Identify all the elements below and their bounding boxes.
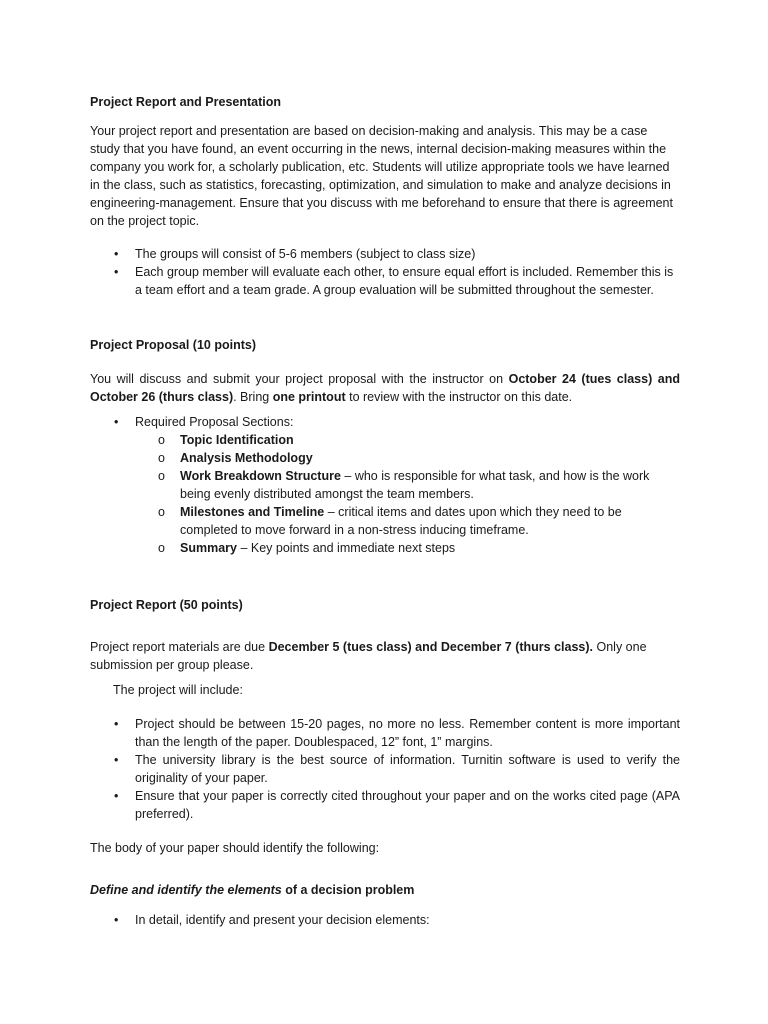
subitem-summary	[135, 539, 680, 557]
subitem-title: Topic Identification	[180, 433, 294, 447]
report-dates: December 5 (tues class) and December 7 (thurs class).	[268, 640, 594, 654]
proposal-subsection-list	[135, 431, 680, 557]
proposal-text-1: You will discuss and submit your project proposal with the instructor on	[90, 372, 509, 386]
heading-rest-part: of a decision problem	[281, 883, 415, 897]
report-due-paragraph	[90, 638, 680, 674]
proposal-text-2: . Bring	[233, 390, 273, 404]
proposal-dates: October 24 (tues class) and October 26 (thurs class)	[90, 372, 680, 404]
bullet-required-sections	[90, 413, 680, 557]
subitem-analysis-methodology	[135, 449, 680, 467]
subitem-description: – critical items and dates upon which they need to be completed to move forward in a non-stress inducing timeframe.	[180, 505, 622, 537]
required-sections-label: Required Proposal Sections:	[135, 415, 294, 429]
subitem-title: Work Breakdown Structure	[180, 469, 341, 483]
report-text-1: Project report materials are due	[90, 640, 269, 654]
subitem-description: – who is responsible for what task, and how is the work being evenly distributed amongst the team members.	[180, 469, 650, 501]
bullet-decision-elements: • In detail, identify and present your decision elements:	[90, 911, 680, 929]
heading-project-report-presentation: Project Report and Presentation	[90, 95, 282, 109]
heading-italic-part: Define and identify the elements	[90, 883, 282, 897]
group-bullet-list	[90, 245, 680, 299]
proposal-bullet-list	[90, 413, 680, 557]
bullet-group-size: • The groups will consist of 5-6 members (subject to class size)	[90, 245, 680, 263]
proposal-paragraph	[90, 370, 680, 406]
intro-paragraph: Your project report and presentation are based on decision-making and analysis. This may be a case study that you have found, an event occurring in the news, internal decision-making measures within the company you work for, a scholarly publication, etc. Students will utilize appropriate tools we have learned in the class, such as statistics, forecasting, optimization, and simulation to make and analyze decisions in engineering-management. Ensure that you discuss with me beforehand to ensure that there is agreement on the project topic.	[90, 124, 673, 228]
report-text-2: Only one submission per group please.	[90, 640, 647, 672]
heading-decision-elements	[90, 881, 680, 899]
project-include-line: The project will include:	[113, 683, 243, 697]
bullet-page-length: • Project should be between 15-20 pages, no more no less. Remember content is more important than the length of the paper. Doublespaced, 12” font, 1” margins.	[90, 715, 680, 751]
subitem-title: Milestones and Timeline	[180, 505, 325, 519]
heading-project-proposal: Project Proposal (10 points)	[90, 338, 257, 352]
bullet-group-evaluation: • Each group member will evaluate each other, to ensure equal effort is included. Remember this is a team effort and a team grade. A group evaluation will be submitted throughout the semester.	[90, 263, 680, 299]
body-of-paper-line: The body of your paper should identify the following:	[90, 841, 380, 855]
bullet-library: • The university library is the best source of information. Turnitin software is used to verify the originality of your paper.	[90, 751, 680, 787]
proposal-text-3: to review with the instructor on this date.	[345, 390, 573, 404]
subitem-work-breakdown	[135, 467, 680, 503]
subitem-topic-identification	[135, 431, 680, 449]
subitem-title: Summary	[180, 541, 237, 555]
heading-project-report: Project Report (50 points)	[90, 598, 243, 612]
bullet-citations: • Ensure that your paper is correctly cited throughout your paper and on the works cited page (APA preferred).	[90, 787, 680, 823]
subitem-description: – Key points and immediate next steps	[236, 541, 456, 555]
proposal-printout: one printout	[272, 390, 346, 404]
decision-bullet-list	[90, 911, 680, 929]
report-bullet-list	[90, 715, 680, 823]
subitem-milestones	[135, 503, 680, 539]
subitem-title: Analysis Methodology	[180, 451, 313, 465]
